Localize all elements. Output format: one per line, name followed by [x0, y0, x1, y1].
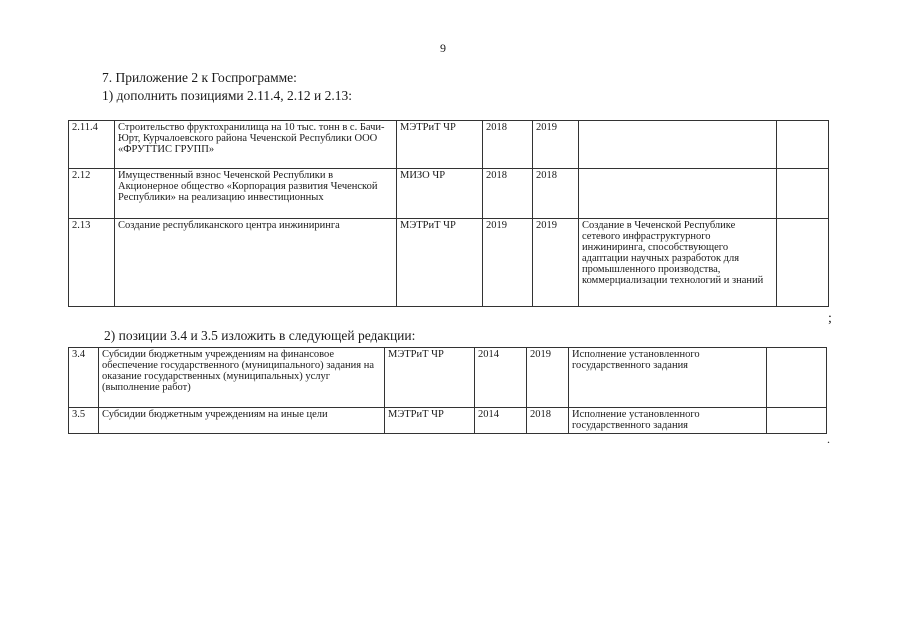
measure-name: Имущественный взнос Чеченской Республики в Акционерное общество «Корпорация развития Чеченской Республики» на реализацию инвестиционных: [115, 169, 397, 219]
measure-name: Субсидии бюджетным учреждениям на иные цели: [99, 408, 385, 434]
measure-name: Субсидии бюджетным учреждениям на финансовое обеспечение государственного (муниципального) задания на оказание государственных (муниципальных) услуг (выполнение работ): [99, 348, 385, 408]
instruction-add-positions: 1) дополнить позициями 2.11.4, 2.12 и 2.13:: [102, 88, 352, 103]
row-number: 2.11.4: [69, 121, 115, 169]
executor: МЭТРиТ ЧР: [385, 348, 475, 408]
expected-result: Исполнение установленного государственного задания: [569, 408, 767, 434]
end-mark: .: [827, 432, 830, 446]
row-number: 2.12: [69, 169, 115, 219]
end-year: 2019: [533, 121, 579, 169]
measure-name: Строительство фруктохранилища на 10 тыс. тонн в с. Бачи-Юрт, Курчалоевского района Чеченской Республики ООО «ФРУТТИС ГРУПП»: [115, 121, 397, 169]
row-number: 3.5: [69, 408, 99, 434]
start-year: 2018: [483, 169, 533, 219]
start-year: 2018: [483, 121, 533, 169]
expected-result: Создание в Чеченской Республике сетевого инфраструктурного инжиниринга, способствующего адаптации научных разработок для промышленного производства, коммерциализации технологий и знаний: [579, 219, 777, 307]
page-number: 9: [440, 41, 446, 55]
table-added-positions: [68, 120, 829, 307]
semicolon-mark: ;: [828, 311, 832, 326]
end-year: 2019: [527, 348, 569, 408]
executor: МЭТРиТ ЧР: [397, 121, 483, 169]
start-year: 2019: [483, 219, 533, 307]
start-year: 2014: [475, 348, 527, 408]
table-row: [69, 348, 827, 408]
end-year: 2019: [533, 219, 579, 307]
table-row: [69, 169, 829, 219]
table-row: [69, 219, 829, 307]
instruction-restate-positions: 2) позиции 3.4 и 3.5 изложить в следующей редакции:: [104, 328, 416, 343]
section-heading: 7. Приложение 2 к Госпрограмме:: [102, 70, 297, 85]
extra-cell: [767, 408, 827, 434]
expected-result: Исполнение установленного государственного задания: [569, 348, 767, 408]
executor: МИЗО ЧР: [397, 169, 483, 219]
start-year: 2014: [475, 408, 527, 434]
measure-name: Создание республиканского центра инжиниринга: [115, 219, 397, 307]
table-row: [69, 121, 829, 169]
extra-cell: [767, 348, 827, 408]
row-number: 2.13: [69, 219, 115, 307]
extra-cell: [777, 169, 829, 219]
table-restated-positions: [68, 347, 827, 434]
table-row: [69, 408, 827, 434]
end-year: 2018: [533, 169, 579, 219]
end-year: 2018: [527, 408, 569, 434]
row-number: 3.4: [69, 348, 99, 408]
expected-result: [579, 121, 777, 169]
extra-cell: [777, 219, 829, 307]
executor: МЭТРиТ ЧР: [385, 408, 475, 434]
expected-result: [579, 169, 777, 219]
extra-cell: [777, 121, 829, 169]
executor: МЭТРиТ ЧР: [397, 219, 483, 307]
